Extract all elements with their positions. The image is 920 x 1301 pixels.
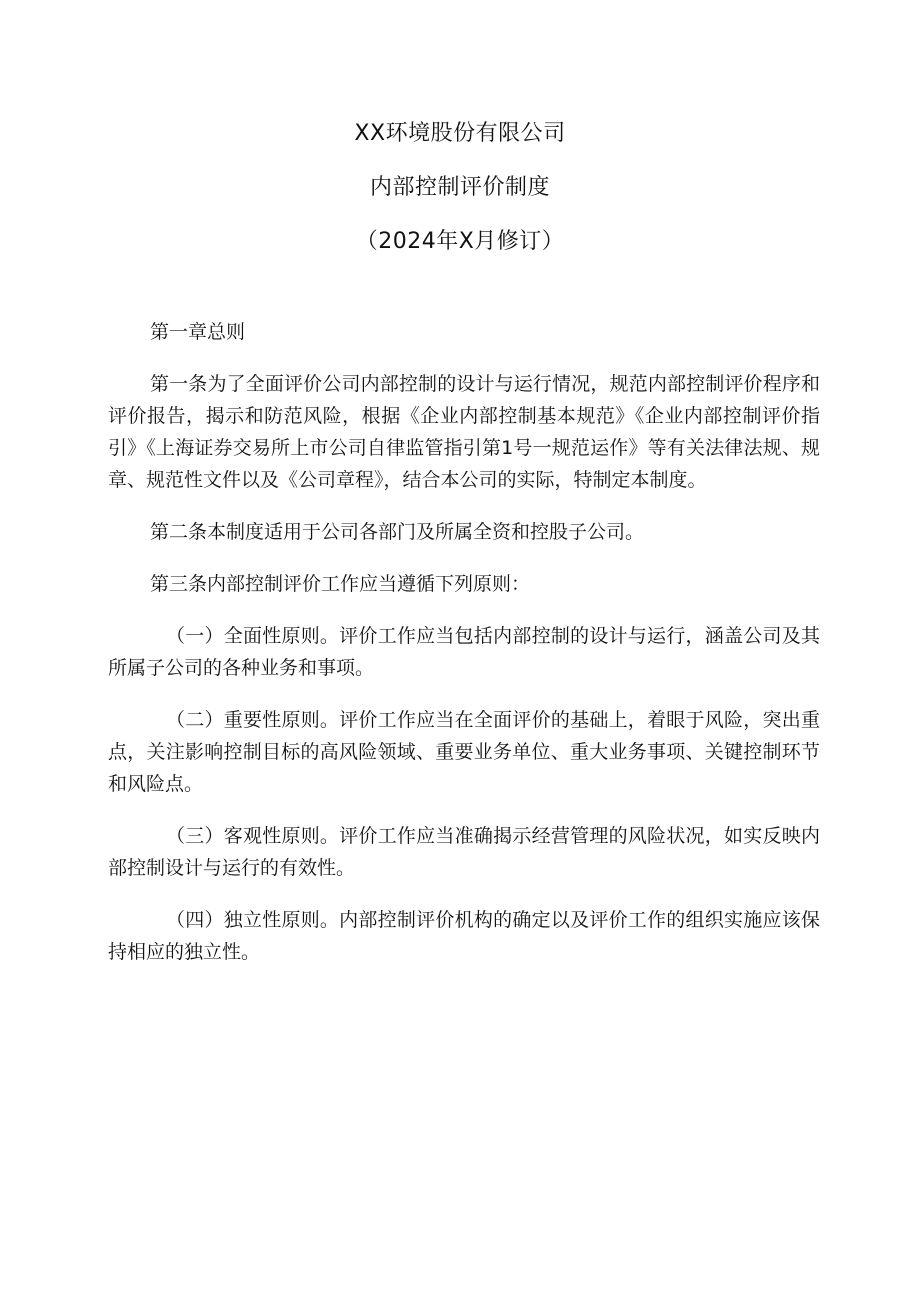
article-3: 第三条内部控制评价工作应当遵循下列原则： bbox=[150, 573, 531, 595]
principle-comprehensiveness: （一）全面性原则。评价工作应当包括内部控制的设计与运行，涵盖公司及其所属子公司的各种业务和事项。 bbox=[108, 625, 820, 679]
article-2: 第二条本制度适用于公司各部门及所属全资和控股子公司。 bbox=[150, 521, 645, 543]
document-title bbox=[0, 122, 920, 284]
chapter-heading: 第一章总则 bbox=[150, 321, 246, 343]
company-name: XX环境股份有限公司 bbox=[354, 121, 566, 146]
policy-title: 内部控制评价制度 bbox=[369, 175, 550, 200]
principle-independence: （四）独立性原则。内部控制评价机构的确定以及评价工作的组织实施应该保持相应的独立性。 bbox=[108, 909, 820, 963]
article-1: 第一条为了全面评价公司内部控制的设计与运行情况，规范内部控制评价程序和评价报告，揭示和防范风险，根据《企业内部控制基本规范》《企业内部控制评价指引》《上海证券交易所上市公司自律监管指引第1号一规范运作》等有关法律法规、规章、规范性文件以及《公司章程》，结合本公司的实际，特制定本制度。 bbox=[108, 373, 820, 491]
revision-date: （2024年X月修订） bbox=[355, 229, 565, 254]
principle-objectivity: （三）客观性原则。评价工作应当准确揭示经营管理的风险状况，如实反映内部控制设计与运行的有效性。 bbox=[108, 825, 820, 879]
document-body bbox=[108, 316, 820, 988]
principle-importance: （二）重要性原则。评价工作应当在全面评价的基础上，着眼于风险，突出重点，关注影响控制目标的高风险领域、重要业务单位、重大业务事项、关键控制环节和风险点。 bbox=[108, 709, 820, 795]
